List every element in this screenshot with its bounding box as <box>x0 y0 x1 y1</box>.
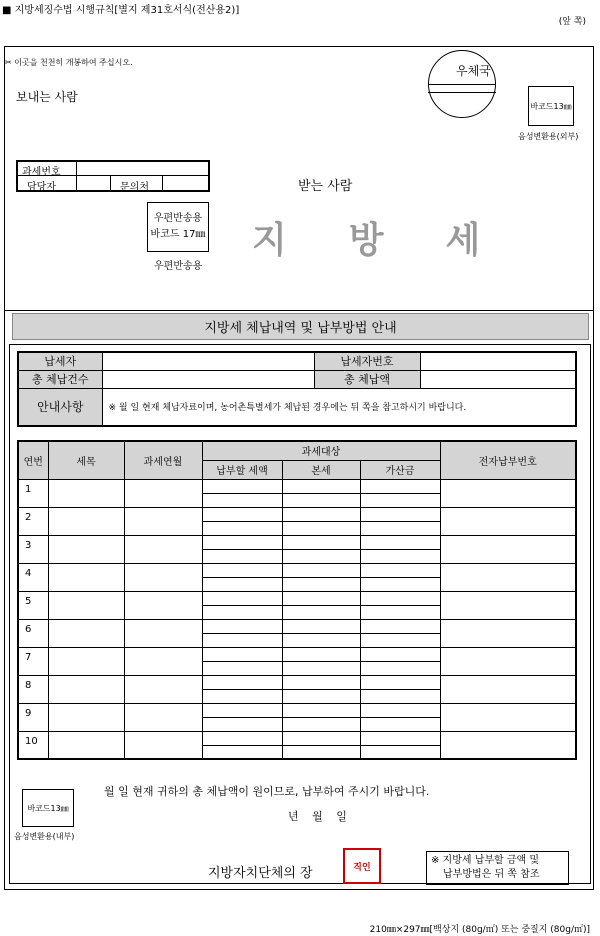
tax-number-label: 과세번호 <box>22 167 61 178</box>
row-surcharge <box>360 535 440 549</box>
notice-label: 안내사항 <box>18 388 102 426</box>
row-surcharge-2 <box>360 633 440 647</box>
total-count-value <box>102 370 314 388</box>
row-year-month <box>124 675 202 703</box>
row-principal-2 <box>282 521 360 535</box>
table-row <box>18 731 576 745</box>
total-amount-label: 총 체납액 <box>314 370 420 388</box>
officer-label: 담당자 <box>27 182 56 193</box>
row-principal <box>282 619 360 633</box>
row-item <box>48 535 124 563</box>
head-of-government: 지방자치단체의 장 <box>208 866 313 881</box>
row-surcharge-2 <box>360 717 440 731</box>
row-principal <box>282 563 360 577</box>
col-no: 연번 <box>18 441 48 479</box>
row-surcharge-2 <box>360 605 440 619</box>
row-e-pay <box>440 507 576 535</box>
barcode-inner <box>22 789 74 827</box>
barcode-outer-text: 바코드13㎜ <box>530 101 572 111</box>
barcode-return-line1: 우편반송용 <box>153 213 203 224</box>
row-surcharge-2 <box>360 745 440 759</box>
barcode-return-line2: 바코드 17㎜ <box>150 229 206 240</box>
row-due <box>202 703 282 717</box>
row-due <box>202 647 282 661</box>
col-year-month: 과세연월 <box>124 441 202 479</box>
row-surcharge <box>360 703 440 717</box>
row-due-2 <box>202 577 282 591</box>
row-due-2 <box>202 689 282 703</box>
receiver-label: 받는 사람 <box>298 179 353 194</box>
barcode-outer-caption: 음성변환용(외부) <box>518 132 579 141</box>
row-number: 6 <box>18 619 48 647</box>
row-year-month <box>124 647 202 675</box>
arrears-detail-table <box>17 440 577 760</box>
row-due <box>202 479 282 493</box>
row-principal <box>282 675 360 689</box>
row-year-month <box>124 563 202 591</box>
table-row <box>18 647 576 661</box>
row-e-pay <box>440 647 576 675</box>
taxpayer-info-table <box>17 351 577 427</box>
paper-spec: 210㎜×297㎜[백상지 (80g/㎡) 또는 중질지 (80g/㎡)] <box>369 925 590 935</box>
row-e-pay <box>440 675 576 703</box>
table-row <box>18 507 576 521</box>
row-surcharge <box>360 619 440 633</box>
row-number: 10 <box>18 731 48 759</box>
row-due <box>202 731 282 745</box>
row-number: 1 <box>18 479 48 507</box>
table-row <box>18 619 576 633</box>
col-e-pay: 전자납부번호 <box>440 441 576 479</box>
date-line: 년 월 일 <box>288 810 347 823</box>
sender-label: 보내는 사람 <box>16 90 78 104</box>
row-year-month <box>124 703 202 731</box>
row-item <box>48 563 124 591</box>
side-note-line2: 납부방법은 뒤 쪽 참조 <box>443 869 540 880</box>
row-surcharge <box>360 675 440 689</box>
table-row <box>18 563 576 577</box>
row-surcharge <box>360 647 440 661</box>
row-surcharge <box>360 563 440 577</box>
guide-title: 지방세 체납내역 및 납부방법 안내 <box>12 313 589 340</box>
row-item <box>48 591 124 619</box>
total-count-label: 총 체납건수 <box>18 370 102 388</box>
row-due-2 <box>202 521 282 535</box>
barcode-return-caption: 우편반송용 <box>154 261 203 272</box>
table-row <box>18 479 576 493</box>
row-due-2 <box>202 745 282 759</box>
row-surcharge-2 <box>360 493 440 507</box>
row-principal <box>282 591 360 605</box>
side-note-line1: ※ 지방세 납부할 금액 및 <box>431 855 540 866</box>
row-number: 4 <box>18 563 48 591</box>
row-year-month <box>124 507 202 535</box>
postage-stamp-band <box>428 84 496 93</box>
table-row <box>18 591 576 605</box>
table-row <box>18 535 576 549</box>
row-number: 5 <box>18 591 48 619</box>
row-number: 7 <box>18 647 48 675</box>
divider <box>4 310 594 311</box>
barcode-outer <box>528 86 574 126</box>
taxpayer-value <box>102 352 314 370</box>
row-principal-2 <box>282 689 360 703</box>
row-item <box>48 507 124 535</box>
row-surcharge-2 <box>360 577 440 591</box>
col-principal: 본세 <box>282 460 360 479</box>
row-due <box>202 675 282 689</box>
row-surcharge <box>360 591 440 605</box>
row-surcharge-2 <box>360 661 440 675</box>
col-target: 과세대상 <box>202 441 440 460</box>
row-principal <box>282 731 360 745</box>
row-e-pay <box>440 703 576 731</box>
col-item: 세목 <box>48 441 124 479</box>
row-due-2 <box>202 633 282 647</box>
row-year-month <box>124 591 202 619</box>
official-seal: 직인 <box>343 848 381 884</box>
row-number: 3 <box>18 535 48 563</box>
row-item <box>48 675 124 703</box>
row-year-month <box>124 535 202 563</box>
row-e-pay <box>440 563 576 591</box>
payment-request-text: 월 일 현재 귀하의 총 체납액이 원이므로, 납부하여 주시기 바랍니다. <box>104 785 430 798</box>
row-principal-2 <box>282 717 360 731</box>
row-number: 2 <box>18 507 48 535</box>
tax-number-box <box>16 160 210 192</box>
row-e-pay <box>440 619 576 647</box>
row-surcharge <box>360 479 440 493</box>
row-e-pay <box>440 479 576 507</box>
row-principal-2 <box>282 661 360 675</box>
row-e-pay <box>440 535 576 563</box>
total-amount-value <box>420 370 576 388</box>
row-principal-2 <box>282 493 360 507</box>
row-principal <box>282 507 360 521</box>
row-year-month <box>124 479 202 507</box>
row-year-month <box>124 619 202 647</box>
row-item <box>48 619 124 647</box>
row-surcharge-2 <box>360 521 440 535</box>
row-principal-2 <box>282 745 360 759</box>
barcode-inner-text: 바코드13㎜ <box>27 803 69 813</box>
row-item <box>48 647 124 675</box>
side-note-box <box>426 851 569 885</box>
row-due <box>202 563 282 577</box>
row-principal <box>282 535 360 549</box>
row-principal-2 <box>282 605 360 619</box>
taxpayer-label: 납세자 <box>18 352 102 370</box>
barcode-return <box>147 202 209 252</box>
col-due: 납부할 세액 <box>202 460 282 479</box>
perforation-note: ✂ 이곳을 천천히 개봉하여 주십시오. <box>5 58 133 67</box>
row-due-2 <box>202 661 282 675</box>
row-principal <box>282 703 360 717</box>
row-principal <box>282 479 360 493</box>
row-due <box>202 535 282 549</box>
row-principal <box>282 647 360 661</box>
row-surcharge-2 <box>360 689 440 703</box>
row-year-month <box>124 731 202 759</box>
row-surcharge <box>360 731 440 745</box>
table-row <box>18 675 576 689</box>
form-title: ■ 지방세징수법 시행규칙[별지 제31호서식(전산용2)] <box>2 5 240 16</box>
row-item <box>48 731 124 759</box>
taxpayer-no-label: 납세자번호 <box>314 352 420 370</box>
row-due <box>202 507 282 521</box>
row-e-pay <box>440 591 576 619</box>
contact-label: 문의처 <box>120 182 149 193</box>
row-number: 9 <box>18 703 48 731</box>
barcode-inner-caption: 음성변환용(내부) <box>14 832 75 841</box>
row-due <box>202 619 282 633</box>
row-e-pay <box>440 731 576 759</box>
notice-text: ※ 월 일 현재 체납자료이며, 농어촌특별세가 체납된 경우에는 뒤 쪽을 참고하시기 바랍니다. <box>102 388 576 426</box>
row-number: 8 <box>18 675 48 703</box>
table-row <box>18 703 576 717</box>
postage-stamp-text: 우체국 <box>456 64 491 78</box>
row-principal-2 <box>282 549 360 563</box>
page-side-label: (앞 쪽) <box>558 17 586 27</box>
col-surcharge: 가산금 <box>360 460 440 479</box>
row-principal-2 <box>282 633 360 647</box>
row-item <box>48 703 124 731</box>
row-due <box>202 591 282 605</box>
big-title: 지방세 <box>252 220 543 261</box>
row-principal-2 <box>282 577 360 591</box>
row-surcharge <box>360 507 440 521</box>
row-due-2 <box>202 717 282 731</box>
row-due-2 <box>202 493 282 507</box>
row-surcharge-2 <box>360 549 440 563</box>
row-item <box>48 479 124 507</box>
row-due-2 <box>202 549 282 563</box>
taxpayer-no-value <box>420 352 576 370</box>
row-due-2 <box>202 605 282 619</box>
